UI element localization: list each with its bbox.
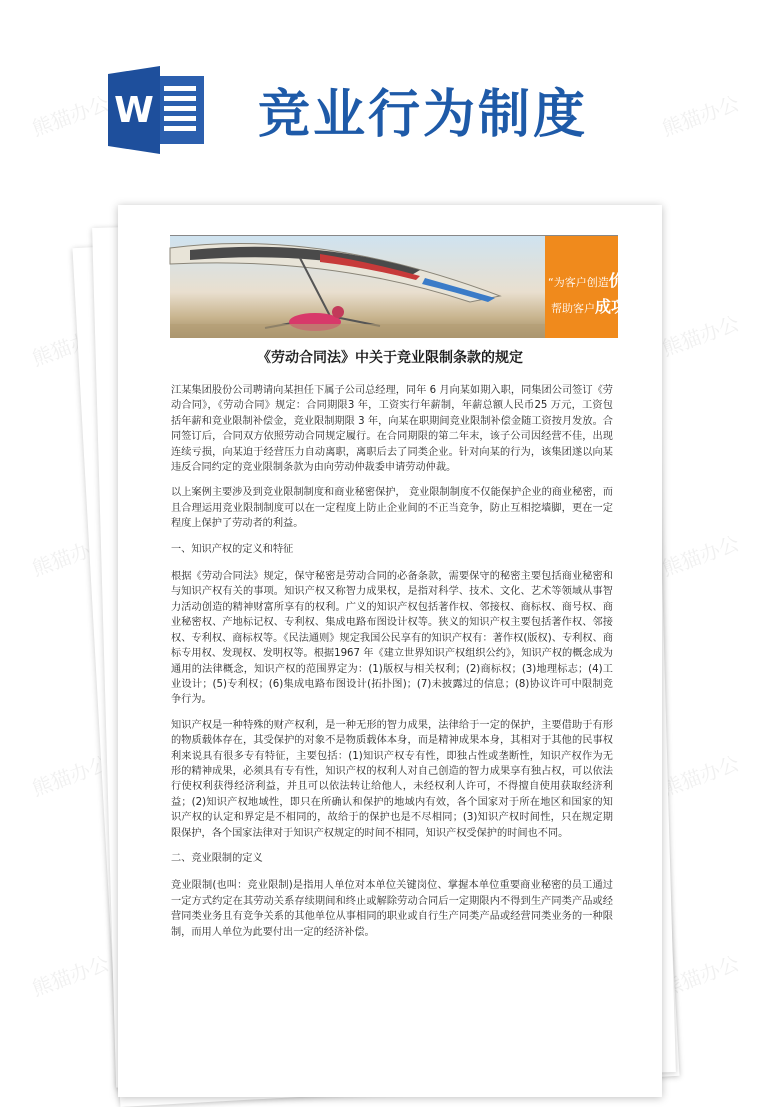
hang-glider-illustration xyxy=(170,236,545,338)
paragraph-intro: 以上案例主要涉及到竞业限制制度和商业秘密保护， 竞业限制制度不仅能保护企业的商业秘密，而且合理运用竞业限制制度可以在一定程度上防止企业间的不正当竞争，防止互相挖墙脚，更在一定程度上保护了劳动者的利益。 xyxy=(171,487,613,530)
paragraph-noncompete-definition: 竞业限制(也叫：竞业限制)是指用人单位对本单位关键岗位、掌握本单位重要商业秘密的员工通过一定方式约定在其劳动关系存续期间和终止或解除劳动合同后一定期限内不得到生产同类产品或经营同类业务且有竞争关系的其他单位从事相同的职业或自行生产同类产品或经营同类业务的一种限制，而用人单位为此要付出一定的经济补偿。 xyxy=(171,880,613,938)
page-title: 竞业行为制度 xyxy=(258,85,589,145)
word-document-icon xyxy=(108,66,208,154)
watermark: 熊猫办公 xyxy=(658,310,743,361)
slogan-line-1: “为客户创造价值 xyxy=(548,271,641,290)
section-heading-2: 二、竞业限制的定义 xyxy=(171,852,263,864)
hang-glider-photo xyxy=(170,236,545,338)
watermark: 熊猫办公 xyxy=(28,950,113,1001)
watermark: 熊猫办公 xyxy=(658,530,743,581)
slogan-line-2: 帮助客户成功” xyxy=(551,297,633,316)
paragraph-case: 江某集团股份公司聘请向某担任下属子公司总经理，同年 6 月向某如期入职，同集团公司签订《劳动合同》，《劳动合同》规定：合同期限3 年，工资实行年薪制，年薪总额人民币25 万元，工资包括年薪和竞业限制补偿金，竞业限制期限 3 年，向某在职期间竞业限制补偿金随工资按月发放。合同签订后，合同双方依照劳动合同规定履行。在合同期限的第二年末，该子公司因经营不佳，出现连续亏损，向某迫于经营压力自动离职，离职后去了同类企业。针对向某的行为，该集团遂以向某违反合同约定的竞业限制条款为由向劳动仲裁委申请劳动仲裁。 xyxy=(171,385,613,474)
document-body xyxy=(171,383,613,950)
paragraph-ip-features: 知识产权是一种特殊的财产权利，是一种无形的智力成果，法律给于一定的保护，主要借助于有形的物质载体存在，其受保护的对象不是物质载体本身，而是精神成果本身，其相对于其他的民事权利来说具有很多专有特征，主要包括：(1)知识产权专有性，即独占性或垄断性，知识产权作为无形的精神成果，必须具有专有性，知识产权的权利人对自己创造的智力成果享有独占权，可以依法行使权利获得经济利益，并且可以依法转让给他人，未经权利人许可，不得擅自使用获取经济利益；(2)知识产权地域性，即只在所确认和保护的地域内有效，各个国家对于所在地区和国家的知识产权的认定和界定是不相同的，故给于的保护也是不尽相同；(3)知识产权时间性，只在规定期限保护，各个国家法律对于知识产权规定的时间不相同，知识产权受保护的时间也不同。 xyxy=(171,719,613,839)
watermark: 熊猫办公 xyxy=(28,90,113,141)
section-heading-1: 一、知识产权的定义和特征 xyxy=(171,543,294,555)
watermark: 熊猫办公 xyxy=(658,90,743,141)
watermark: 熊猫办公 xyxy=(28,530,113,581)
watermark: 熊猫办公 xyxy=(658,750,743,801)
word-logo-letter: W xyxy=(114,90,154,131)
document-page xyxy=(118,205,662,1097)
header xyxy=(0,0,780,200)
watermark: 熊猫办公 xyxy=(28,750,113,801)
banner xyxy=(170,235,641,338)
document-title: 《劳动合同法》中关于竞业限制条款的规定 xyxy=(257,350,523,366)
watermark: 熊猫办公 xyxy=(658,950,743,1001)
slogan-panel xyxy=(545,236,641,338)
paragraph-ip-definition: 根据《劳动合同法》规定，保守秘密是劳动合同的必备条款，需要保守的秘密主要包括商业秘密和与知识产权有关的事项。知识产权又称智力成果权，是指对科学、技术、文化、艺术等领域从事智力活动创造的精神财富所享有的权利。广义的知识产权包括著作权、邻接权、商标权、商号权、商业秘密权、产地标记权、专利权、集成电路布图设计权等。狭义的知识产权主要包括著作权、邻接权、专利权、商标权等。《民法通则》规定我国公民享有的知识产权有：著作权(版权)、专利权、商标专用权、发现权、发明权等。根据1967 年《建立世界知识产权组织公约》，知识产权的概念成为通用的法律概念，知识产权的范围界定为：(1)版权与相关权利；(2)商标权；(3)地理标志；(4)工业设计；(5)专利权；(6)集成电路布图设计(拓扑图)；(7)未披露过的信息；(8)协议许可中限制竞争行为。 xyxy=(171,571,613,706)
watermark: 熊猫办公 xyxy=(28,320,113,371)
